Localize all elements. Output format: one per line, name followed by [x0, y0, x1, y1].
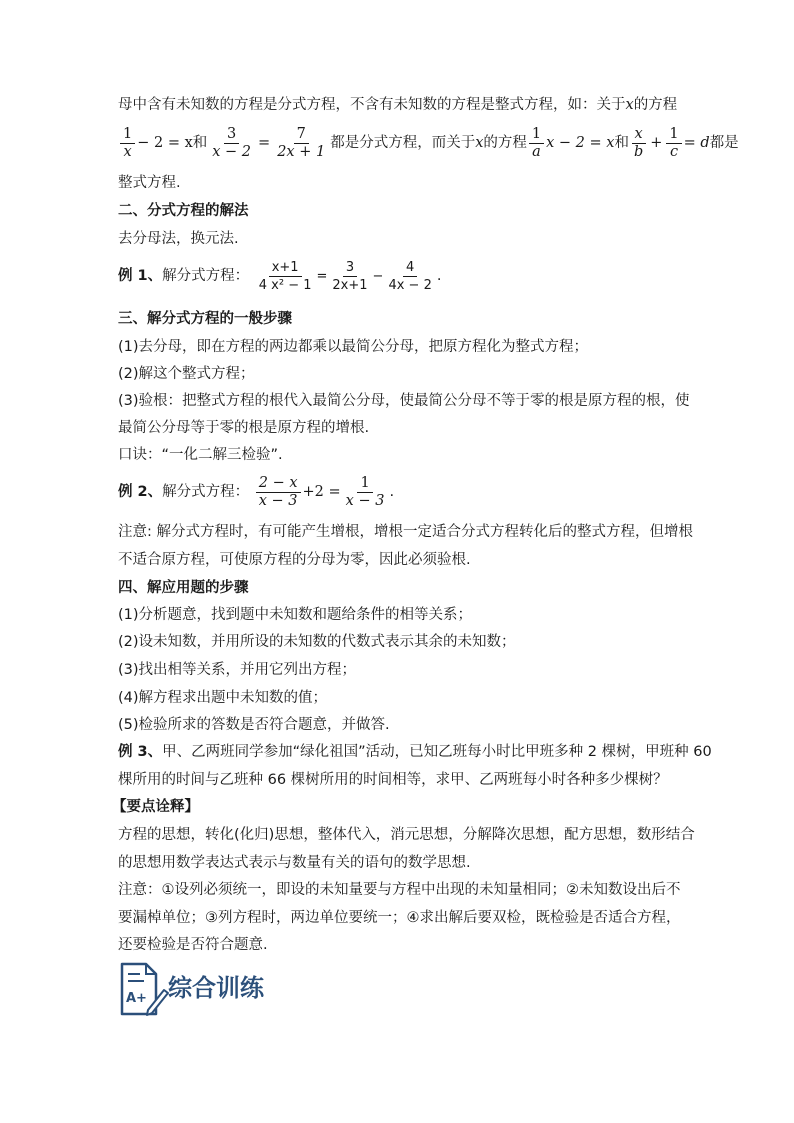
math-expr: x − 2 = x [546, 135, 615, 151]
step-item: (1)去分母，即在方程的两边都乘以最简公分母，把原方程化为整式方程； [118, 339, 589, 355]
paragraph-text: 整式方程. [118, 175, 181, 191]
worksheet-grade-icon [118, 958, 170, 1020]
note-line: 不适合原方程，可使原方程的分母为零，因此必须验根. [118, 552, 471, 568]
paragraph-examples [118, 124, 739, 162]
step-item: (1)分析题意，找到题中未知数和题给条件的相等关系； [118, 607, 473, 623]
step-item: (3)找出相等关系，并用它列出方程； [118, 662, 357, 678]
example-label: 例 3、 [118, 744, 163, 760]
example-2 [118, 473, 394, 511]
fraction: $\frac{x+1}{\text{4 x² − 1}}$ [258, 259, 312, 293]
math-expr: +2 = [302, 484, 341, 500]
text: 的方程 [633, 97, 678, 113]
text: 和 [614, 135, 629, 151]
variable: x [475, 135, 484, 151]
step-item: (5)检验所求的答数是否符合题意，并做答. [118, 717, 390, 733]
text: 甲、乙两班同学参加“绿化祖国”活动，已知乙班每小时比甲班多种 2 棵树，甲班种 60 [162, 744, 712, 760]
section-heading-4: 四、解应用题的步骤 [118, 580, 249, 596]
text: 的方程 [483, 135, 527, 151]
keypoint-line: 方程的思想，转化(化归)思想，整体代入，消元思想，分解降次思想，配方思想，数形结合 [118, 827, 695, 843]
example-label: 例 1、 [118, 268, 163, 284]
badge-icon-text: A+ [126, 991, 147, 1006]
fraction: $\frac{1}{x - 3}$ [345, 474, 385, 509]
minus: − [372, 269, 384, 284]
text: 都是分式方程，而关于 [330, 135, 476, 151]
step-item: (3)验根：把整式方程的根代入最简公分母，使最简公分母不等于零的根是原方程的根，使 [118, 393, 690, 409]
fraction: $\frac{3}{2x+1}$ [332, 259, 368, 293]
fraction: $\frac{1}{x}$ [120, 126, 135, 161]
keypoints-title: 【要点诠释】 [112, 799, 199, 815]
section-heading-2: 二、分式方程的解法 [118, 203, 249, 219]
section-title: 综合训练 [168, 974, 264, 1002]
text: 解分式方程： [162, 484, 250, 500]
fraction: $\frac{7}{2x + 1}$ [277, 125, 326, 160]
text: 都是 [709, 135, 739, 151]
example-3-cont: 棵所用的时间与乙班种 66 棵树所用的时间相等，求甲、乙两班每小时各种多少棵树？ [118, 772, 668, 788]
section-heading-3: 三、解分式方程的一般步骤 [118, 311, 292, 327]
plus: + [650, 135, 663, 151]
example-1 [118, 257, 441, 296]
variable: x [625, 97, 634, 113]
equals: = [316, 269, 328, 284]
note-line: 要漏棹单位；③列方程时，两边单位要统一；④求出解后要双检，既检验是否适合方程， [118, 910, 681, 926]
math-expr: − 2 = x [137, 135, 193, 151]
note-line: 注意：①设列必须统一，即设的未知量要与方程中出现的未知量相同；②未知数设出后不 [118, 882, 681, 898]
fraction: $\frac{4}{4x - 2}$ [388, 259, 432, 293]
fraction: $\frac{2 - x}{x - 3}$ [256, 475, 301, 510]
paragraph-definition [118, 95, 677, 115]
period: . [436, 268, 442, 284]
mnemonic: 口诀：“一化二解三检验”. [118, 447, 283, 463]
fraction: $\frac{x}{b}$ [631, 126, 646, 161]
paragraph-text: 去分母法，换元法. [118, 231, 239, 247]
step-item: (4)解方程求出题中未知数的值； [118, 690, 328, 706]
example-3 [118, 742, 712, 762]
note-line: 还要检验是否符合题意. [118, 937, 268, 953]
period: . [389, 484, 395, 500]
step-item: 最简公分母等于零的根是原方程的增根. [118, 420, 370, 436]
step-item: (2)解这个整式方程； [118, 366, 255, 382]
text: 和 [192, 135, 208, 151]
step-item: (2)设未知数，并用所设的未知数的代数式表示其余的未知数； [118, 634, 516, 650]
text: 解分式方程： [162, 268, 250, 284]
keypoint-line: 的思想用数学表达式表示与数量有关的语句的数学思想. [118, 855, 471, 871]
fraction: $\frac{1}{a}$ [529, 126, 544, 161]
fraction: $\frac{3}{x - 2}$ [212, 125, 252, 160]
math-expr: = d [683, 135, 710, 151]
section-badge [118, 958, 288, 1020]
example-label: 例 2、 [118, 484, 163, 500]
fraction: $\frac{1}{c}$ [666, 126, 681, 161]
text: 母中含有未知数的方程是分式方程，不含有未知数的方程是整式方程，如：关于 [118, 97, 626, 113]
note-line: 注意: 解分式方程时，有可能产生增根，增根一定适合分式方程转化后的整式方程，但增根 [118, 524, 693, 540]
equals: = [258, 135, 271, 151]
